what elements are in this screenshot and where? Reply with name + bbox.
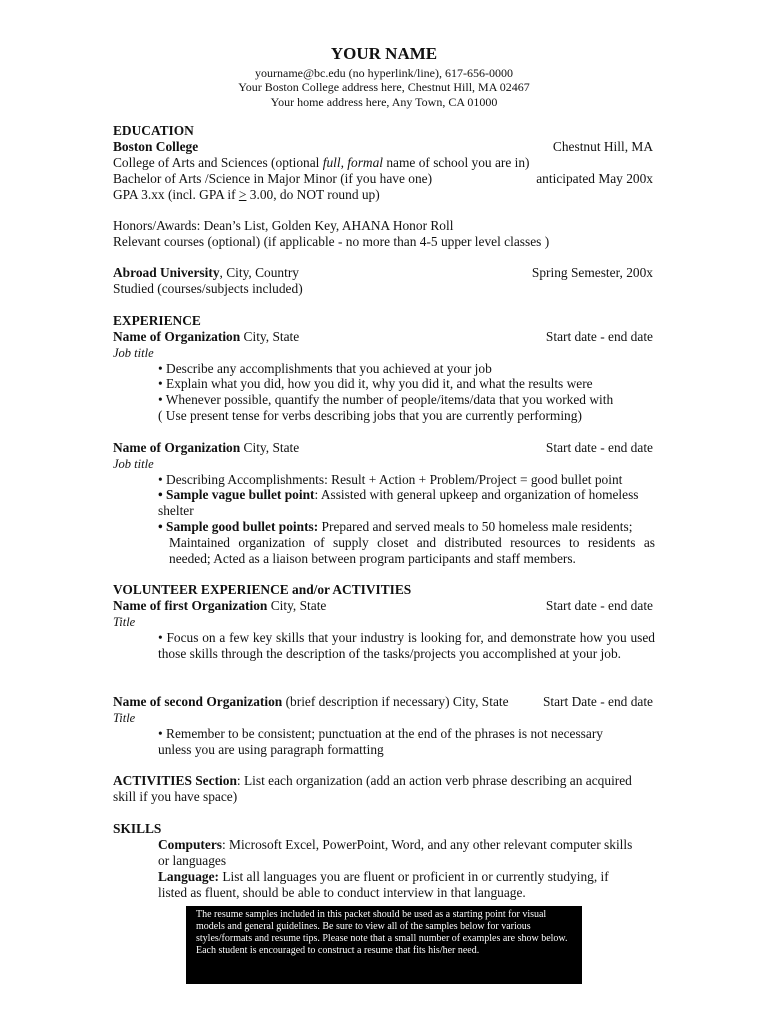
degree-line: Bachelor of Arts /Science in Major Minor (if you have one) [113, 171, 433, 186]
job2-bullet-vague: • Sample vague bullet point: Assisted with general upkeep and organization of homeless [158, 487, 639, 502]
skills-computers: Computers: Microsoft Excel, PowerPoint, Word, and any other relevant computer skills [158, 837, 633, 852]
vol2-dates: Start Date - end date [542, 694, 653, 709]
contact-email-phone: yourname@bc.edu (no hyperlink/line), 617-656-0000 [255, 66, 513, 80]
courses-line: Relevant courses (optional) (if applicable - no more than 4-5 upper level classes ) [113, 234, 550, 249]
job2-org-line: Name of Organization City, State [113, 440, 300, 455]
degree-date: anticipated May 200x [536, 171, 653, 186]
job1-title: Job title [113, 346, 154, 360]
job1-note: ( Use present tense for verbs describing jobs that you are currently performing) [158, 408, 582, 423]
gpa-line: GPA 3.xx (incl. GPA if > 3.00, do NOT round up) [113, 187, 380, 202]
vol2-bullet-cont: unless you are using paragraph formatting [158, 742, 384, 757]
job2-bullet-good-cont: needed; Acted as a liaison between program participants and staff members. [169, 551, 576, 566]
vol2-org-line: Name of second Organization (brief description if necessary) City, State [113, 694, 509, 709]
job2-bullet-good: • Sample good bullet points: Prepared and served meals to 50 homeless male residents; [158, 519, 633, 534]
job2-bullet-good-cont: Maintained organization of supply closet and distributed resources to residents as [169, 535, 655, 550]
honors-line: Honors/Awards: Dean’s List, Golden Key, AHANA Honor Roll [113, 218, 454, 233]
job1-org-line: Name of Organization City, State [113, 329, 300, 344]
experience-heading: EXPERIENCE [113, 313, 201, 328]
job1-dates: Start date - end date [545, 329, 653, 344]
college-line: College of Arts and Sciences (optional full, formal name of school you are in) [113, 155, 530, 170]
activities-section: ACTIVITIES Section: List each organization (add an action verb phrase describing an acquired skill if you have space) [113, 773, 632, 804]
job1-bullet: • Describe any accomplishments that you achieved at your job [158, 361, 492, 376]
skills-computers-cont: or languages [158, 853, 227, 868]
job2-dates: Start date - end date [545, 440, 653, 455]
contact-home-address: Your home address here, Any Town, CA 01000 [270, 95, 498, 109]
resume-name: YOUR NAME [330, 44, 438, 63]
skills-heading: SKILLS [113, 821, 162, 836]
vol1-org-line: Name of first Organization City, State [113, 598, 327, 613]
vol1-title: Title [113, 615, 136, 629]
contact-college-address: Your Boston College address here, Chestnut Hill, MA 02467 [238, 80, 530, 94]
vol1-dates: Start date - end date [545, 598, 653, 613]
vol1-bullet: • Focus on a few key skills that your industry is looking for, and demonstrate how you used those skills through the description of the tasks/projects you accomplished at your job. [158, 630, 655, 661]
education-heading: EDUCATION [113, 123, 194, 138]
job2-title: Job title [113, 457, 154, 471]
skills-language: Language: List all languages you are fluent or proficient in or currently studying, if [158, 869, 609, 884]
school-location: Chestnut Hill, MA [552, 139, 653, 154]
job2-bullet-accomplishments: • Describing Accomplishments: Result + Action + Problem/Project = good bullet point [158, 472, 623, 487]
job1-bullet: • Explain what you did, how you did it, why you did it, and what the results were [158, 376, 593, 391]
vol2-bullet: • Remember to be consistent; punctuation at the end of the phrases is not necessary [158, 726, 603, 741]
job1-bullet: • Whenever possible, quantify the number of people/items/data that you worked with [158, 392, 614, 407]
abroad-studied: Studied (courses/subjects included) [113, 281, 303, 296]
job2-bullet-vague-cont: shelter [158, 503, 194, 518]
abroad-date: Spring Semester, 200x [531, 265, 653, 280]
resume-samples-note: The resume samples included in this packet should be used as a starting point for visual models and general guidelines. Be sure to view all of the samples below for various styles/formats and resume tips. Please note that a small number of examples are show below. Each student is encouraged to construct a resume that fits his/her need. [186, 906, 582, 984]
skills-language-cont: listed as fluent, should be able to conduct interview in that language. [158, 885, 526, 900]
vol2-title: Title [113, 711, 136, 725]
volunteer-heading: VOLUNTEER EXPERIENCE and/or ACTIVITIES [113, 582, 412, 597]
school-name: Boston College [113, 139, 199, 154]
abroad-line: Abroad University, City, Country [113, 265, 299, 280]
